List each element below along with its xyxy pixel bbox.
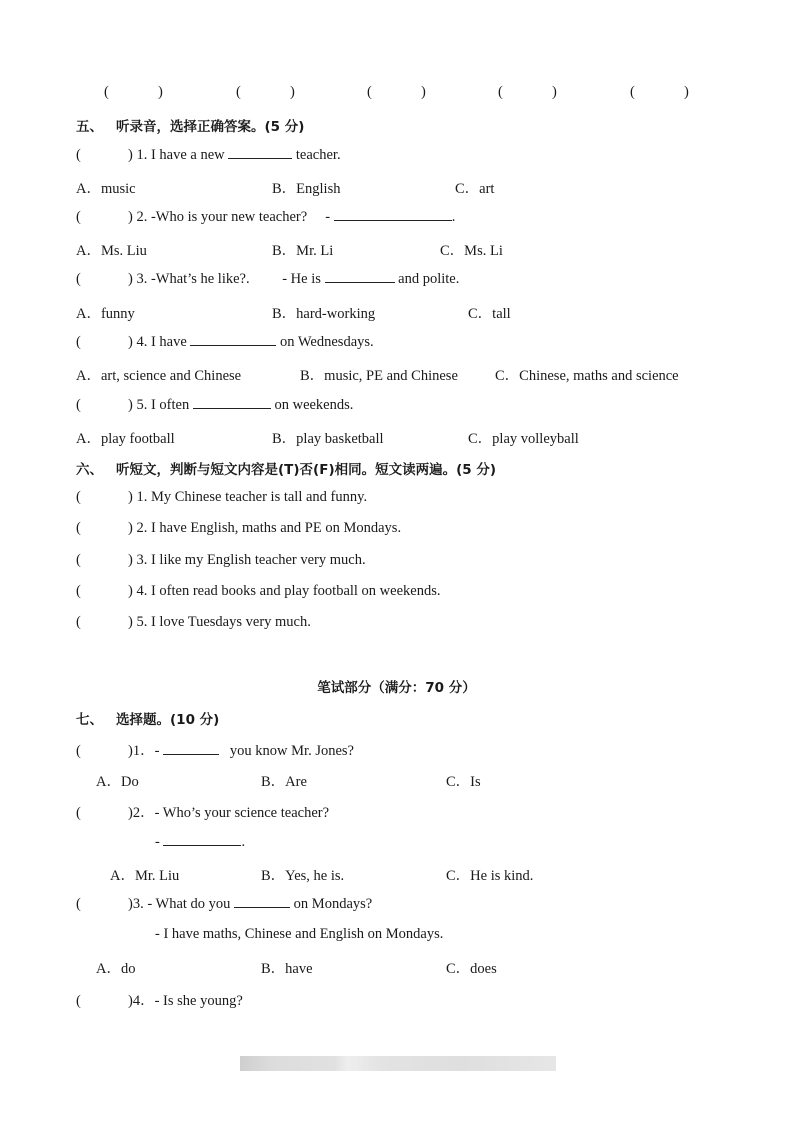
section-number: 五、: [76, 119, 103, 135]
option-c[interactable]: C．does: [446, 961, 497, 977]
option-c[interactable]: C．He is kind.: [446, 868, 534, 884]
option-b[interactable]: B．play basketball: [272, 431, 384, 447]
answer-bracket-close: ): [552, 84, 557, 100]
question-text: 4. I have: [136, 334, 187, 350]
question-text-end: .: [451, 209, 456, 225]
answer-bracket-open[interactable]: (: [498, 84, 503, 100]
section-6-heading: [76, 458, 496, 478]
question-label: )4．- Is she young?: [128, 993, 243, 1009]
answer-line: - .: [155, 834, 246, 850]
option-c[interactable]: C．Is: [446, 774, 481, 790]
answer-bracket[interactable]: (: [76, 147, 81, 163]
fill-blank[interactable]: [234, 895, 290, 908]
answer-bracket[interactable]: (: [76, 489, 81, 505]
statement-6-1: ( ) 1. My Chinese teacher is tall and funny.: [76, 489, 368, 505]
written-part-title: 笔试部分（满分：70 分）: [317, 680, 476, 696]
answer-bracket[interactable]: (: [76, 271, 81, 287]
statement-6-5: ( ) 5. I love Tuesdays very much.: [76, 614, 311, 630]
section-number: 七、: [76, 712, 103, 728]
section-5-heading: [76, 115, 304, 135]
option-c[interactable]: C．tall: [468, 306, 511, 322]
option-b[interactable]: B．English: [272, 181, 341, 197]
answer-bracket[interactable]: (: [76, 805, 81, 821]
question-7-1: [76, 739, 354, 760]
option-c[interactable]: C．Ms. Li: [440, 243, 503, 259]
statement-text: 1. My Chinese teacher is tall and funny.: [136, 489, 368, 505]
statement-6-2: ( ) 2. I have English, maths and PE on Mondays.: [76, 520, 402, 536]
question-text: 5. I often: [136, 397, 190, 413]
question-5-5: ( ) 5. I often on weekends.: [76, 397, 354, 413]
option-a[interactable]: A．Do: [96, 774, 139, 790]
answer-bracket-open[interactable]: (: [630, 84, 635, 100]
option-c[interactable]: C．Chinese, maths and science: [495, 368, 679, 384]
question-5-1: ( ) 1. I have a new teacher.: [76, 147, 341, 163]
fill-blank[interactable]: [163, 742, 219, 755]
option-b[interactable]: B．Are: [261, 774, 307, 790]
redacted-footer-bar: [240, 1056, 556, 1071]
option-c[interactable]: C．play volleyball: [468, 431, 579, 447]
answer-bracket[interactable]: (: [76, 552, 81, 568]
question-label: )1．-: [128, 743, 160, 759]
option-a[interactable]: A．do: [96, 961, 136, 977]
question-text: you know Mr. Jones?: [229, 743, 354, 759]
answer-bracket-close: ): [158, 84, 163, 100]
answer-bracket[interactable]: (: [76, 614, 81, 630]
answer-bracket-close: ): [421, 84, 426, 100]
option-c[interactable]: C．art: [455, 181, 495, 197]
question-text-end: on weekends.: [274, 397, 354, 413]
fill-blank[interactable]: [325, 270, 395, 283]
answer-bracket[interactable]: (: [76, 334, 81, 350]
answer-bracket-close: ): [290, 84, 295, 100]
statement-6-4: ( ) 4. I often read books and play football on weekends.: [76, 583, 441, 599]
option-a[interactable]: A．funny: [76, 306, 135, 322]
option-b[interactable]: B．Mr. Li: [272, 243, 334, 259]
section-title: 选择题。(10 分): [116, 712, 220, 728]
section-title: 听短文，判断与短文内容是(T)否(F)相同。短文读两遍。(5 分): [116, 462, 497, 478]
question-5-2: ( ) 2. -Who is your new teacher? - .: [76, 209, 456, 225]
statement-text: 3. I like my English teacher very much.: [136, 552, 366, 568]
option-a[interactable]: A．music: [76, 181, 136, 197]
fill-blank[interactable]: [193, 396, 271, 409]
section-title: 听录音，选择正确答案。(5 分): [116, 119, 305, 135]
statement-text: 5. I love Tuesdays very much.: [136, 614, 311, 630]
question-7-3: [76, 895, 372, 913]
answer-bracket-open[interactable]: (: [236, 84, 241, 100]
fill-blank[interactable]: [190, 333, 276, 346]
question-5-4: ( ) 4. I have on Wednesdays.: [76, 334, 374, 350]
answer-bracket-open[interactable]: (: [104, 84, 109, 100]
option-b[interactable]: B．hard-working: [272, 306, 376, 322]
answer-bracket[interactable]: (: [76, 583, 81, 599]
statement-text: 2. I have English, maths and PE on Mondays.: [136, 520, 402, 536]
answer-bracket-open[interactable]: (: [367, 84, 372, 100]
question-text-end: on Wednesdays.: [280, 334, 374, 350]
option-a[interactable]: A．play football: [76, 431, 175, 447]
option-b[interactable]: B．have: [261, 961, 313, 977]
question-7-2: [76, 801, 329, 822]
fill-blank[interactable]: [334, 208, 452, 221]
option-b[interactable]: B．Yes, he is.: [261, 868, 345, 884]
option-b[interactable]: B．music, PE and Chinese: [300, 368, 458, 384]
question-text-end: teacher.: [295, 147, 341, 163]
question-text: 3. -What’s he like?. - He is: [136, 271, 321, 287]
option-a[interactable]: A．Ms. Liu: [76, 243, 147, 259]
statement-text: 4. I often read books and play football on weekends.: [136, 583, 441, 599]
question-label: )3. - What do you: [128, 896, 231, 912]
question-text-end: and polite.: [398, 271, 460, 287]
option-a[interactable]: A．art, science and Chinese: [76, 368, 242, 384]
option-a[interactable]: A．Mr. Liu: [110, 868, 180, 884]
question-text: 2. -Who is your new teacher? -: [136, 209, 331, 225]
answer-bracket[interactable]: (: [76, 397, 81, 413]
question-7-4: [76, 989, 243, 1010]
fill-blank[interactable]: [228, 146, 292, 159]
answer-bracket[interactable]: (: [76, 743, 81, 759]
answer-bracket[interactable]: (: [76, 520, 81, 536]
question-label: )2．- Who’s your science teacher?: [128, 805, 330, 821]
answer-bracket[interactable]: (: [76, 993, 81, 1009]
question-text: on Mondays?: [293, 896, 373, 912]
reply-text: - I have maths, Chinese and English on Mondays.: [155, 926, 444, 942]
fill-blank[interactable]: [163, 833, 241, 846]
section-7-heading: [76, 708, 219, 728]
answer-bracket[interactable]: (: [76, 896, 81, 912]
answer-bracket[interactable]: (: [76, 209, 81, 225]
section-number: 六、: [76, 462, 103, 478]
answer-bracket-close: ): [684, 84, 689, 100]
question-text: 1. I have a new: [136, 147, 225, 163]
question-5-3: ( ) 3. -What’s he like?. - He is and polite.: [76, 271, 460, 287]
statement-6-3: ( ) 3. I like my English teacher very much.: [76, 552, 366, 568]
